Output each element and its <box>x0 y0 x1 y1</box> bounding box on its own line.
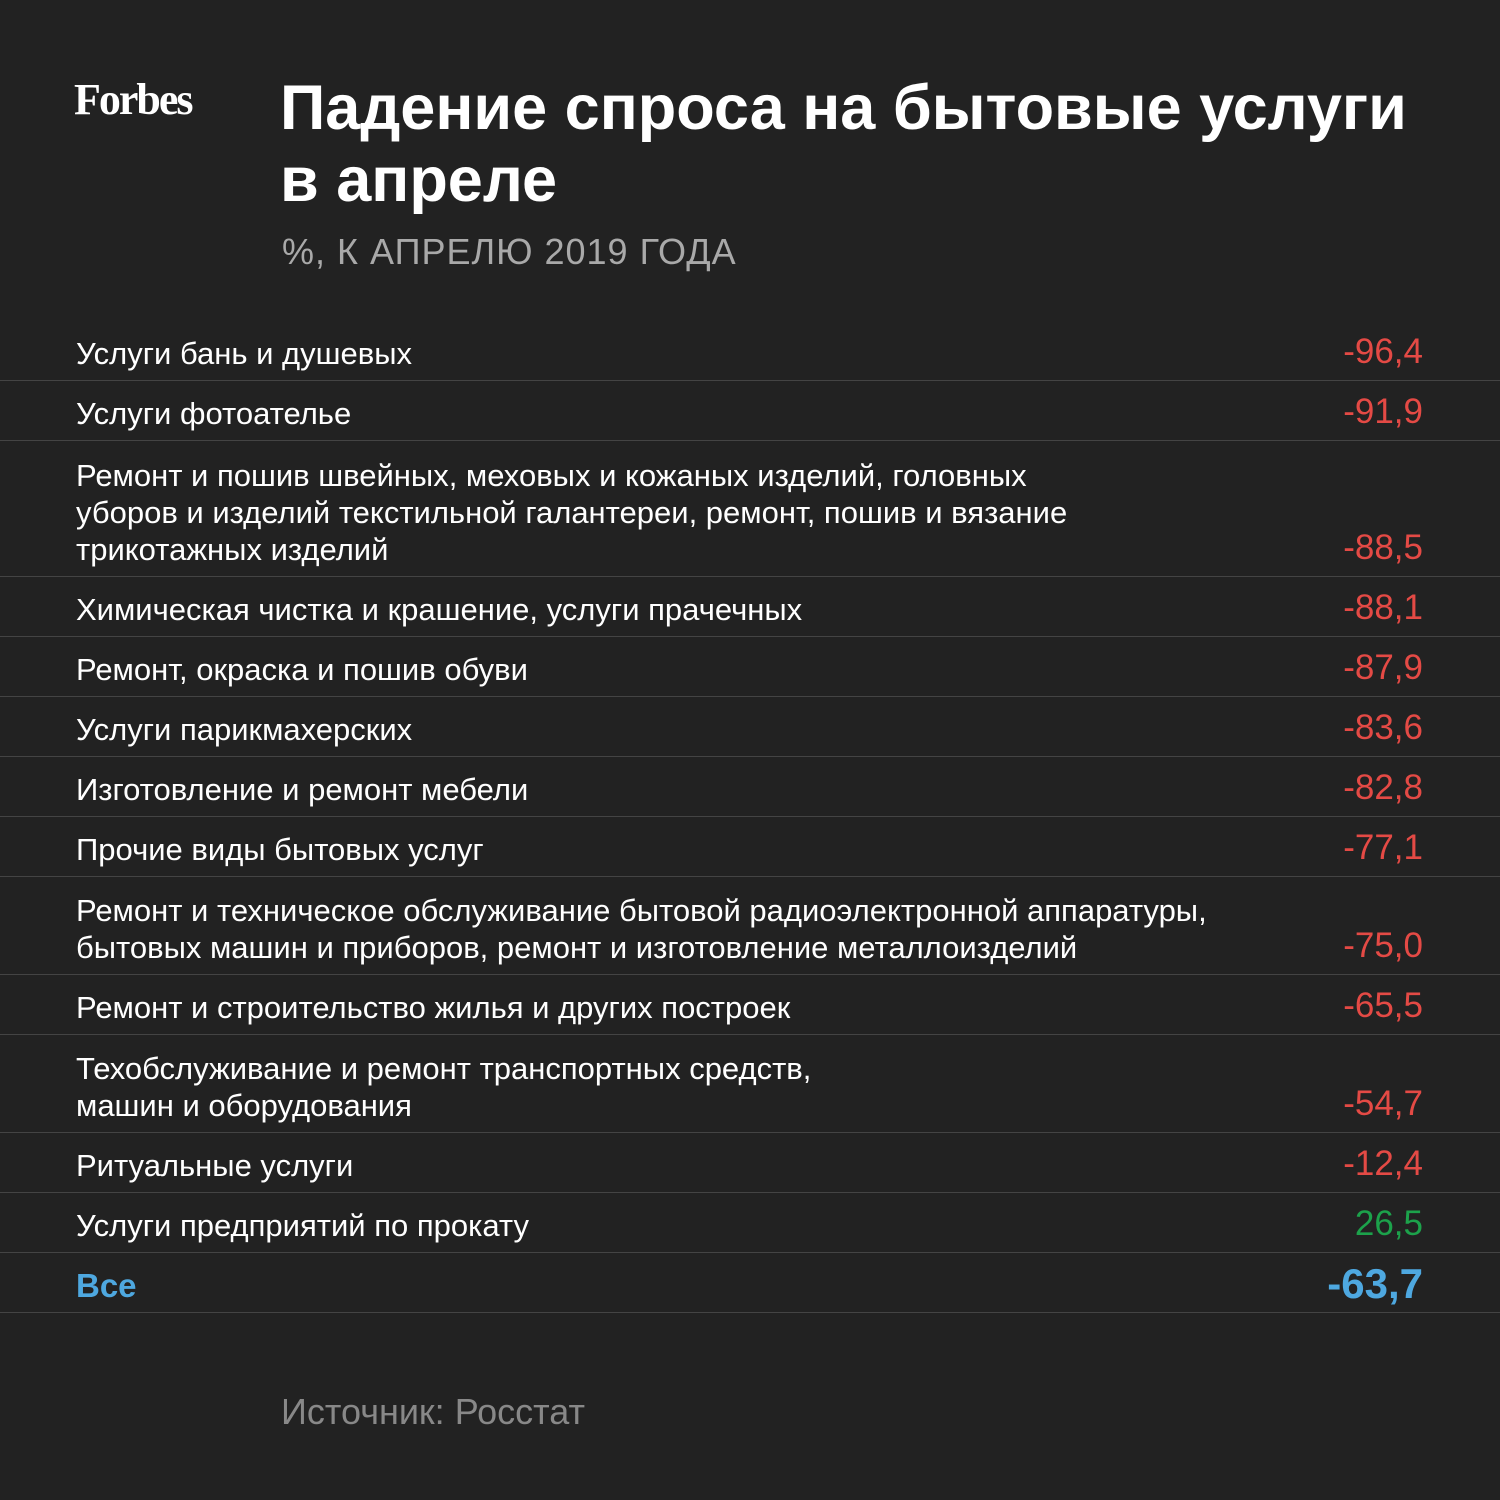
row-value: -65,5 <box>1343 986 1423 1025</box>
row-label: Услуги предприятий по прокату <box>76 1208 529 1243</box>
forbes-logo: Forbes <box>74 75 192 124</box>
source-note: Источник: Росстат <box>281 1391 585 1432</box>
row-label: Ремонт, окраска и пошив обуви <box>76 652 528 687</box>
page-title: Падение спроса на бытовые услуги в апреле <box>280 73 1407 215</box>
row-label: Ремонт и пошив швейных, меховых и кожаных изделий, головных уборов и изделий текстильной галантереи, ремонт, пошив и вязание трикотажных изделий <box>76 458 1068 567</box>
row-value: -88,1 <box>1343 588 1423 627</box>
table-row <box>0 757 1500 817</box>
total-value: -63,7 <box>1327 1260 1423 1307</box>
row-label: Изготовление и ремонт мебели <box>76 772 529 807</box>
row-value: -77,1 <box>1343 828 1423 867</box>
row-value: -54,7 <box>1343 1084 1423 1123</box>
subtitle: %, К АПРЕЛЮ 2019 ГОДА <box>282 231 737 272</box>
total-row <box>0 1253 1500 1313</box>
table-row <box>0 877 1500 975</box>
row-value: -91,9 <box>1343 392 1423 431</box>
table-row <box>0 381 1500 441</box>
row-label: Прочие виды бытовых услуг <box>76 832 484 867</box>
row-value: -83,6 <box>1343 708 1423 747</box>
table-row <box>0 1133 1500 1193</box>
row-label: Химическая чистка и крашение, услуги прачечных <box>76 592 803 627</box>
table-row <box>0 817 1500 877</box>
data-table <box>0 321 1500 1313</box>
table-row <box>0 697 1500 757</box>
table-row <box>0 975 1500 1035</box>
row-label: Услуги парикмахерских <box>76 712 413 747</box>
row-value: -96,4 <box>1343 332 1423 371</box>
row-label: Техобслуживание и ремонт транспортных средств, машин и оборудования <box>76 1051 812 1123</box>
row-value: -82,8 <box>1343 768 1423 807</box>
row-label: Ремонт и техническое обслуживание бытовой радиоэлектронной аппаратуры, бытовых машин и приборов, ремонт и изготовление металлоизделий <box>76 893 1207 965</box>
table-row <box>0 441 1500 577</box>
row-value: -88,5 <box>1343 528 1423 567</box>
row-value: -12,4 <box>1343 1144 1423 1183</box>
table-row <box>0 637 1500 697</box>
row-label: Ритуальные услуги <box>76 1148 354 1183</box>
row-label: Ремонт и строительство жилья и других построек <box>76 990 791 1025</box>
row-value: 26,5 <box>1354 1204 1423 1243</box>
row-value: -87,9 <box>1343 648 1423 687</box>
table-row <box>0 577 1500 637</box>
row-value: -75,0 <box>1343 926 1423 965</box>
row-label: Услуги фотоателье <box>76 396 352 431</box>
table-row <box>0 321 1500 381</box>
total-label: Все <box>76 1267 137 1304</box>
row-label: Услуги бань и душевых <box>76 336 412 371</box>
table-row <box>0 1035 1500 1133</box>
table-row <box>0 1193 1500 1253</box>
